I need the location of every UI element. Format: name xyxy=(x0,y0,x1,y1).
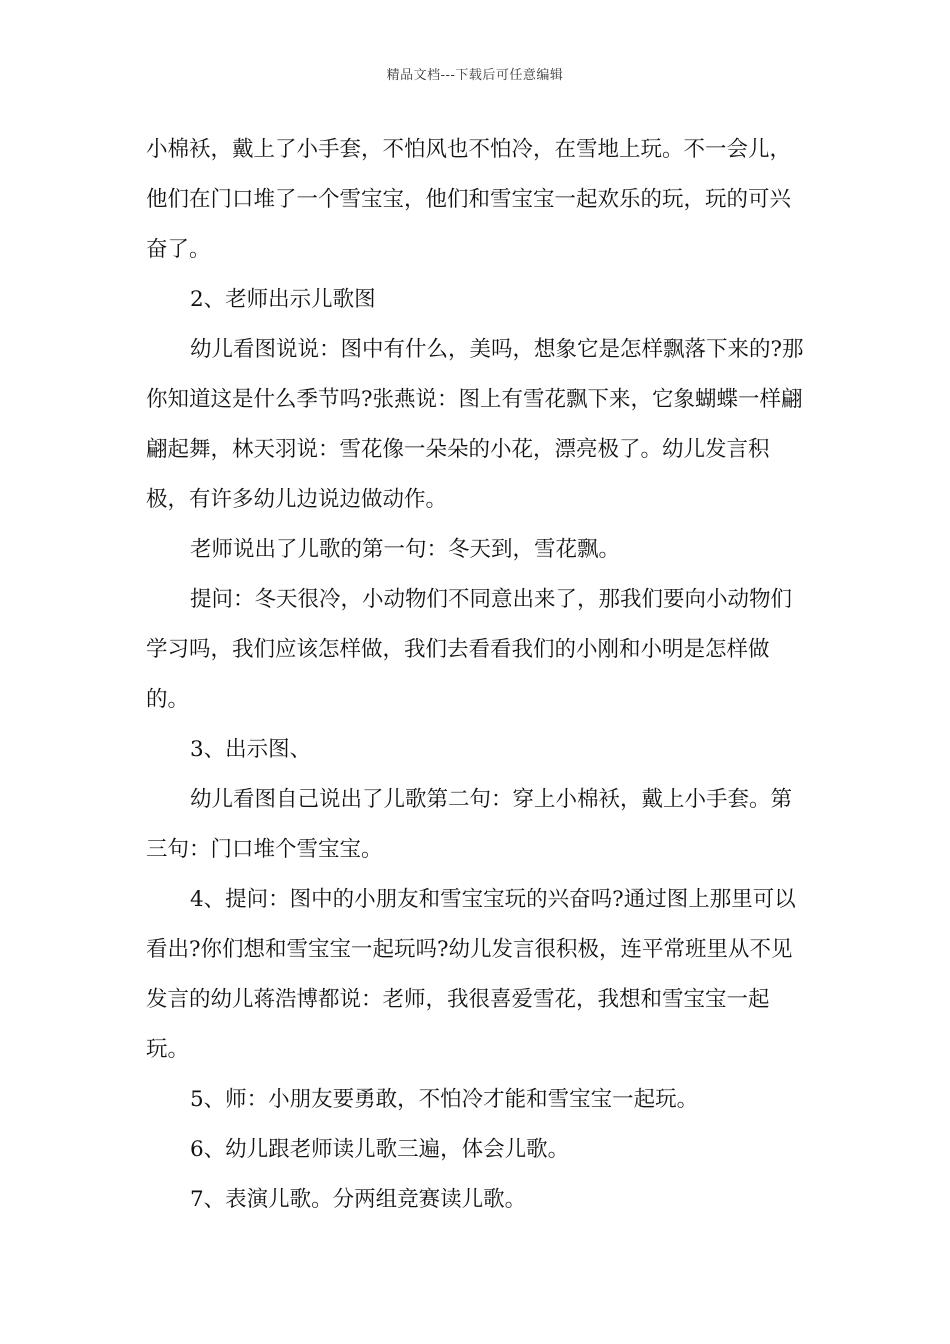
paragraph-question: 提问：冬天很冷，小动物们不同意出来了，那我们要向小动物们学习吗，我们应该怎样做，我们去看看我们的小刚和小明是怎样做的。 xyxy=(146,587,793,712)
paragraph-step-4: 4、提问：图中的小朋友和雪宝宝玩的兴奋吗?通过图上那里可以看出?你们想和雪宝宝一起玩吗?幼儿发言很积极，连平常班里从不见发言的幼儿蒋浩博都说：老师，我很喜爱雪花，我想和雪宝宝一起玩。 xyxy=(146,887,796,1062)
paragraph-step-2-heading: 2、老师出示儿歌图 xyxy=(190,287,376,312)
paragraph-step-3-heading: 3、出示图、 xyxy=(190,737,312,762)
paragraph-second-third-line: 幼儿看图自己说出了儿歌第二句：穿上小棉袄，戴上小手套。第三句：门口堆个雪宝宝。 xyxy=(146,787,793,862)
page-header: 精品文档---下载后可任意编辑 xyxy=(386,68,564,83)
paragraph-children-describe: 幼儿看图说说：图中有什么，美吗，想象它是怎样飘落下来的?那你知道这是什么季节吗?张燕说：图上有雪花飘下来，它象蝴蝶一样翩翩起舞，林天羽说：雪花像一朵朵的小花，漂亮极了。幼儿发言积极，有许多幼儿边说边做动作。 xyxy=(146,337,804,512)
paragraph-step-5: 5、师：小朋友要勇敢，不怕冷才能和雪宝宝一起玩。 xyxy=(190,1087,699,1112)
paragraph-step-7: 7、表演儿歌。分两组竞赛读儿歌。 xyxy=(190,1187,527,1212)
paragraph-continuation: 小棉袄，戴上了小手套，不怕风也不怕冷，在雪地上玩。不一会儿，他们在门口堆了一个雪宝宝，他们和雪宝宝一起欢乐的玩，玩的可兴奋了。 xyxy=(146,137,792,262)
paragraph-step-6: 6、幼儿跟老师读儿歌三遍，体会儿歌。 xyxy=(190,1137,570,1162)
paragraph-first-line: 老师说出了儿歌的第一句：冬天到，雪花飘。 xyxy=(190,537,621,562)
document-body xyxy=(146,125,810,1225)
